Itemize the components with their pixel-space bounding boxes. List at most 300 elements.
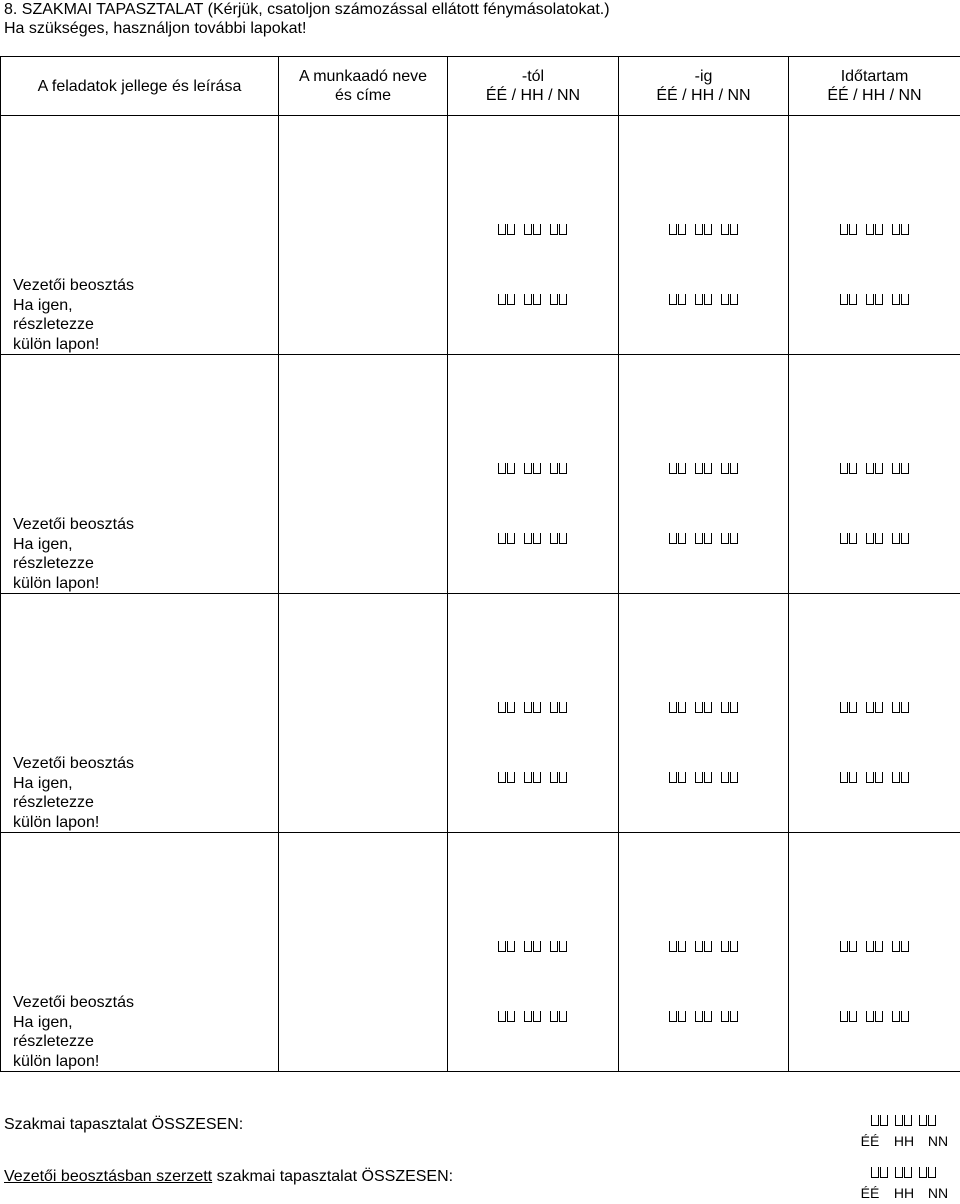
digit-box[interactable] — [678, 1011, 686, 1022]
digit-box[interactable] — [550, 941, 558, 952]
digit-pair[interactable] — [498, 702, 516, 716]
digit-box[interactable] — [730, 463, 738, 474]
unit-label: NN — [927, 1185, 949, 1201]
digit-box[interactable] — [533, 702, 541, 713]
manager-note-line: Ha igen, — [13, 296, 73, 314]
digit-box[interactable] — [498, 1011, 506, 1022]
table-row — [1, 116, 960, 355]
date-boxes[interactable] — [789, 772, 960, 786]
digit-pair[interactable] — [866, 224, 884, 238]
manager-note-line: külön lapon! — [13, 574, 100, 592]
digit-box[interactable] — [901, 463, 909, 474]
digit-box[interactable] — [840, 1011, 848, 1022]
digit-box[interactable] — [678, 294, 686, 305]
digit-pair[interactable] — [866, 1011, 884, 1025]
digit-pair[interactable] — [669, 533, 687, 547]
from-date-cell[interactable] — [448, 355, 619, 594]
digit-box[interactable] — [559, 463, 567, 474]
digit-box[interactable] — [919, 1167, 927, 1178]
digit-box[interactable] — [721, 941, 729, 952]
digit-box[interactable] — [866, 941, 874, 952]
digit-box[interactable] — [840, 702, 848, 713]
digit-box[interactable] — [678, 702, 686, 713]
digit-box[interactable] — [533, 533, 541, 544]
date-boxes[interactable] — [448, 941, 618, 955]
digit-pair[interactable] — [866, 772, 884, 786]
employer-cell[interactable] — [279, 594, 448, 833]
digit-box[interactable] — [871, 1167, 879, 1178]
digit-box[interactable] — [840, 533, 848, 544]
digit-box[interactable] — [866, 294, 874, 305]
date-boxes[interactable] — [619, 463, 788, 477]
digit-box[interactable] — [871, 1115, 879, 1126]
date-boxes[interactable] — [619, 772, 788, 786]
to-date-cell[interactable] — [619, 355, 789, 594]
digit-box[interactable] — [892, 702, 900, 713]
digit-box[interactable] — [721, 1011, 729, 1022]
digit-box[interactable] — [730, 772, 738, 783]
digit-box[interactable] — [507, 702, 515, 713]
digit-pair[interactable] — [524, 1011, 542, 1025]
manager-note-line: Vezetői beosztás — [13, 994, 134, 1011]
digit-box[interactable] — [695, 224, 703, 235]
digit-pair[interactable] — [524, 772, 542, 786]
experience-table — [0, 56, 960, 1072]
header-to: -ig ÉÉ / HH / NN — [619, 57, 789, 116]
digit-box[interactable] — [550, 702, 558, 713]
digit-box[interactable] — [678, 224, 686, 235]
digit-box[interactable] — [507, 1011, 515, 1022]
digit-box[interactable] — [840, 772, 848, 783]
duration-date-cell[interactable] — [789, 833, 960, 1072]
manager-note-line: Vezetői beosztás — [13, 277, 134, 294]
from-date-cell[interactable] — [448, 594, 619, 833]
digit-pair[interactable] — [866, 702, 884, 716]
digit-box[interactable] — [669, 533, 677, 544]
digit-box[interactable] — [507, 772, 515, 783]
digit-pair[interactable] — [866, 533, 884, 547]
date-boxes[interactable] — [848, 1115, 960, 1129]
digit-box[interactable] — [550, 772, 558, 783]
digit-pair[interactable] — [498, 463, 516, 477]
digit-pair[interactable] — [695, 1011, 713, 1025]
digit-pair[interactable] — [524, 533, 542, 547]
digit-box[interactable] — [498, 941, 506, 952]
digit-pair[interactable] — [550, 463, 568, 477]
digit-box[interactable] — [695, 463, 703, 474]
digit-pair[interactable] — [721, 941, 739, 955]
task-description-cell[interactable] — [1, 594, 279, 833]
date-boxes[interactable] — [789, 463, 960, 477]
digit-pair[interactable] — [919, 1115, 937, 1129]
from-date-cell[interactable] — [448, 833, 619, 1072]
digit-pair[interactable] — [892, 702, 910, 716]
digit-pair[interactable] — [550, 702, 568, 716]
digit-box[interactable] — [875, 294, 883, 305]
digit-box[interactable] — [695, 941, 703, 952]
digit-pair[interactable] — [866, 294, 884, 308]
date-boxes[interactable] — [619, 702, 788, 716]
date-boxes[interactable] — [619, 1011, 788, 1025]
digit-pair[interactable] — [669, 941, 687, 955]
digit-box[interactable] — [849, 1011, 857, 1022]
digit-pair[interactable] — [721, 463, 739, 477]
digit-box[interactable] — [524, 463, 532, 474]
date-boxes[interactable] — [789, 533, 960, 547]
manager-note-line: Vezetői beosztás — [13, 755, 134, 772]
digit-pair[interactable] — [840, 772, 858, 786]
digit-pair[interactable] — [550, 1011, 568, 1025]
digit-pair[interactable] — [695, 772, 713, 786]
digit-box[interactable] — [875, 941, 883, 952]
header-task: A feladatok jellege és leírása — [1, 57, 279, 116]
digit-pair[interactable] — [498, 1011, 516, 1025]
digit-pair[interactable] — [669, 1011, 687, 1025]
digit-box[interactable] — [533, 294, 541, 305]
digit-box[interactable] — [524, 1011, 532, 1022]
digit-box[interactable] — [849, 702, 857, 713]
digit-box[interactable] — [507, 224, 515, 235]
digit-box[interactable] — [721, 533, 729, 544]
from-date-cell[interactable] — [448, 116, 619, 355]
digit-box[interactable] — [904, 1167, 912, 1178]
digit-box[interactable] — [507, 294, 515, 305]
digit-box[interactable] — [721, 702, 729, 713]
digit-box[interactable] — [704, 1011, 712, 1022]
digit-pair[interactable] — [498, 772, 516, 786]
date-boxes[interactable] — [619, 224, 788, 238]
digit-pair[interactable] — [550, 772, 568, 786]
section-note: Ha szükséges, használjon további lapokat! — [4, 20, 307, 37]
date-boxes[interactable] — [789, 224, 960, 238]
digit-pair[interactable] — [498, 224, 516, 238]
digit-box[interactable] — [533, 224, 541, 235]
unit-label: HH — [893, 1185, 915, 1201]
digit-pair[interactable] — [892, 1011, 910, 1025]
digit-box[interactable] — [721, 463, 729, 474]
employer-cell[interactable] — [279, 833, 448, 1072]
to-date-cell[interactable] — [619, 116, 789, 355]
digit-box[interactable] — [840, 463, 848, 474]
digit-box[interactable] — [524, 941, 532, 952]
digit-box[interactable] — [875, 772, 883, 783]
digit-box[interactable] — [866, 772, 874, 783]
date-boxes[interactable] — [619, 941, 788, 955]
digit-box[interactable] — [678, 941, 686, 952]
date-boxes[interactable] — [789, 1011, 960, 1025]
digit-pair[interactable] — [524, 702, 542, 716]
digit-box[interactable] — [895, 1167, 903, 1178]
digit-pair[interactable] — [892, 463, 910, 477]
digit-box[interactable] — [533, 463, 541, 474]
date-boxes[interactable] — [448, 1011, 618, 1025]
digit-box[interactable] — [678, 463, 686, 474]
digit-box[interactable] — [507, 941, 515, 952]
digit-pair[interactable] — [721, 1011, 739, 1025]
digit-box[interactable] — [730, 224, 738, 235]
digit-pair[interactable] — [721, 224, 739, 238]
digit-pair[interactable] — [871, 1167, 889, 1181]
digit-box[interactable] — [904, 1115, 912, 1126]
digit-box[interactable] — [895, 1115, 903, 1126]
digit-pair[interactable] — [721, 772, 739, 786]
header-duration: Időtartam ÉÉ / HH / NN — [789, 57, 960, 116]
digit-box[interactable] — [892, 463, 900, 474]
digit-pair[interactable] — [550, 941, 568, 955]
digit-box[interactable] — [849, 941, 857, 952]
digit-box[interactable] — [721, 772, 729, 783]
digit-box[interactable] — [669, 1011, 677, 1022]
digit-box[interactable] — [498, 772, 506, 783]
digit-box[interactable] — [559, 294, 567, 305]
digit-box[interactable] — [730, 702, 738, 713]
digit-box[interactable] — [559, 1011, 567, 1022]
digit-box[interactable] — [875, 533, 883, 544]
digit-box[interactable] — [875, 702, 883, 713]
digit-box[interactable] — [866, 224, 874, 235]
digit-box[interactable] — [498, 224, 506, 235]
digit-pair[interactable] — [892, 294, 910, 308]
digit-box[interactable] — [849, 294, 857, 305]
digit-pair[interactable] — [498, 533, 516, 547]
to-date-cell[interactable] — [619, 833, 789, 1072]
digit-pair[interactable] — [669, 224, 687, 238]
manager-note-line: Ha igen, — [13, 535, 73, 553]
digit-box[interactable] — [550, 463, 558, 474]
total-experience-field[interactable] — [848, 1115, 960, 1149]
digit-box[interactable] — [704, 941, 712, 952]
digit-pair[interactable] — [840, 224, 858, 238]
digit-box[interactable] — [840, 224, 848, 235]
digit-box[interactable] — [704, 702, 712, 713]
digit-pair[interactable] — [695, 224, 713, 238]
digit-box[interactable] — [498, 463, 506, 474]
date-boxes[interactable] — [448, 224, 618, 238]
digit-box[interactable] — [704, 224, 712, 235]
date-boxes[interactable] — [619, 294, 788, 308]
digit-pair[interactable] — [892, 533, 910, 547]
digit-box[interactable] — [730, 1011, 738, 1022]
digit-box[interactable] — [901, 533, 909, 544]
digit-box[interactable] — [880, 1167, 888, 1178]
digit-pair[interactable] — [840, 533, 858, 547]
digit-pair[interactable] — [895, 1115, 913, 1129]
manager-total-field[interactable] — [848, 1167, 960, 1201]
digit-pair[interactable] — [524, 224, 542, 238]
digit-box[interactable] — [866, 463, 874, 474]
digit-box[interactable] — [524, 294, 532, 305]
digit-pair[interactable] — [866, 463, 884, 477]
digit-box[interactable] — [849, 772, 857, 783]
date-boxes[interactable] — [789, 941, 960, 955]
digit-pair[interactable] — [524, 941, 542, 955]
digit-box[interactable] — [721, 294, 729, 305]
date-boxes[interactable] — [848, 1167, 960, 1181]
digit-box[interactable] — [559, 533, 567, 544]
digit-box[interactable] — [498, 294, 506, 305]
digit-pair[interactable] — [524, 463, 542, 477]
digit-pair[interactable] — [721, 294, 739, 308]
digit-box[interactable] — [721, 224, 729, 235]
employer-cell[interactable] — [279, 355, 448, 594]
digit-box[interactable] — [880, 1115, 888, 1126]
digit-box[interactable] — [524, 702, 532, 713]
date-boxes[interactable] — [448, 294, 618, 308]
digit-pair[interactable] — [498, 294, 516, 308]
digit-pair[interactable] — [695, 533, 713, 547]
to-date-cell[interactable] — [619, 594, 789, 833]
digit-box[interactable] — [866, 1011, 874, 1022]
digit-box[interactable] — [849, 224, 857, 235]
duration-date-cell[interactable] — [789, 355, 960, 594]
digit-pair[interactable] — [550, 294, 568, 308]
digit-pair[interactable] — [840, 463, 858, 477]
digit-box[interactable] — [533, 941, 541, 952]
task-description-cell[interactable] — [1, 355, 279, 594]
digit-pair[interactable] — [866, 941, 884, 955]
digit-box[interactable] — [524, 772, 532, 783]
digit-box[interactable] — [559, 941, 567, 952]
digit-box[interactable] — [559, 702, 567, 713]
digit-box[interactable] — [892, 772, 900, 783]
date-boxes[interactable] — [619, 533, 788, 547]
digit-box[interactable] — [919, 1115, 927, 1126]
digit-box[interactable] — [730, 941, 738, 952]
digit-pair[interactable] — [840, 702, 858, 716]
digit-box[interactable] — [550, 1011, 558, 1022]
digit-pair[interactable] — [695, 702, 713, 716]
digit-box[interactable] — [901, 1011, 909, 1022]
digit-pair[interactable] — [721, 702, 739, 716]
digit-pair[interactable] — [919, 1167, 937, 1181]
digit-box[interactable] — [928, 1167, 936, 1178]
digit-box[interactable] — [892, 941, 900, 952]
digit-box[interactable] — [901, 294, 909, 305]
digit-pair[interactable] — [524, 294, 542, 308]
digit-box[interactable] — [695, 702, 703, 713]
digit-box[interactable] — [875, 224, 883, 235]
digit-box[interactable] — [866, 533, 874, 544]
digit-pair[interactable] — [669, 772, 687, 786]
digit-box[interactable] — [498, 702, 506, 713]
date-boxes[interactable] — [789, 294, 960, 308]
digit-box[interactable] — [498, 533, 506, 544]
digit-box[interactable] — [928, 1115, 936, 1126]
digit-box[interactable] — [730, 533, 738, 544]
digit-box[interactable] — [892, 1011, 900, 1022]
digit-box[interactable] — [695, 294, 703, 305]
digit-box[interactable] — [695, 533, 703, 544]
date-boxes[interactable] — [448, 702, 618, 716]
digit-pair[interactable] — [550, 533, 568, 547]
digit-box[interactable] — [730, 294, 738, 305]
digit-box[interactable] — [704, 772, 712, 783]
digit-box[interactable] — [533, 772, 541, 783]
digit-box[interactable] — [901, 772, 909, 783]
digit-box[interactable] — [849, 533, 857, 544]
digit-box[interactable] — [550, 294, 558, 305]
digit-pair[interactable] — [695, 294, 713, 308]
digit-pair[interactable] — [721, 533, 739, 547]
digit-pair[interactable] — [840, 294, 858, 308]
date-boxes[interactable] — [448, 772, 618, 786]
manager-note — [13, 993, 134, 1071]
digit-box[interactable] — [669, 463, 677, 474]
digit-box[interactable] — [901, 224, 909, 235]
digit-box[interactable] — [840, 941, 848, 952]
digit-box[interactable] — [524, 224, 532, 235]
digit-pair[interactable] — [895, 1167, 913, 1181]
digit-pair[interactable] — [695, 463, 713, 477]
digit-box[interactable] — [507, 463, 515, 474]
digit-box[interactable] — [849, 463, 857, 474]
digit-box[interactable] — [875, 1011, 883, 1022]
duration-date-cell[interactable] — [789, 116, 960, 355]
task-description-cell[interactable] — [1, 833, 279, 1072]
date-boxes[interactable] — [448, 463, 618, 477]
digit-pair[interactable] — [892, 224, 910, 238]
digit-box[interactable] — [704, 533, 712, 544]
duration-date-cell[interactable] — [789, 594, 960, 833]
task-description-cell[interactable] — [1, 116, 279, 355]
digit-box[interactable] — [669, 941, 677, 952]
digit-box[interactable] — [669, 294, 677, 305]
digit-box[interactable] — [550, 533, 558, 544]
digit-pair[interactable] — [550, 224, 568, 238]
digit-box[interactable] — [678, 533, 686, 544]
digit-box[interactable] — [704, 463, 712, 474]
digit-box[interactable] — [695, 1011, 703, 1022]
digit-box[interactable] — [507, 533, 515, 544]
digit-box[interactable] — [678, 772, 686, 783]
digit-box[interactable] — [875, 463, 883, 474]
date-boxes[interactable] — [789, 702, 960, 716]
digit-pair[interactable] — [871, 1115, 889, 1129]
manager-note-line: külön lapon! — [13, 335, 100, 353]
date-boxes[interactable] — [448, 533, 618, 547]
digit-pair[interactable] — [498, 941, 516, 955]
digit-box[interactable] — [550, 224, 558, 235]
digit-box[interactable] — [892, 533, 900, 544]
digit-box[interactable] — [892, 224, 900, 235]
digit-box[interactable] — [704, 294, 712, 305]
digit-box[interactable] — [559, 224, 567, 235]
digit-box[interactable] — [559, 772, 567, 783]
digit-box[interactable] — [866, 702, 874, 713]
digit-box[interactable] — [695, 772, 703, 783]
digit-box[interactable] — [524, 533, 532, 544]
digit-pair[interactable] — [892, 941, 910, 955]
digit-pair[interactable] — [892, 772, 910, 786]
digit-box[interactable] — [533, 1011, 541, 1022]
digit-pair[interactable] — [669, 702, 687, 716]
digit-pair[interactable] — [695, 941, 713, 955]
digit-pair[interactable] — [669, 463, 687, 477]
total-experience-label: Szakmai tapasztalat ÖSSZESEN: — [4, 1116, 244, 1133]
digit-box[interactable] — [669, 772, 677, 783]
digit-box[interactable] — [669, 224, 677, 235]
digit-box[interactable] — [901, 702, 909, 713]
digit-box[interactable] — [901, 941, 909, 952]
digit-pair[interactable] — [840, 1011, 858, 1025]
digit-box[interactable] — [840, 294, 848, 305]
employer-cell[interactable] — [279, 116, 448, 355]
digit-box[interactable] — [892, 294, 900, 305]
digit-pair[interactable] — [840, 941, 858, 955]
digit-box[interactable] — [669, 702, 677, 713]
manager-note-line: Ha igen, — [13, 1013, 73, 1031]
digit-pair[interactable] — [669, 294, 687, 308]
